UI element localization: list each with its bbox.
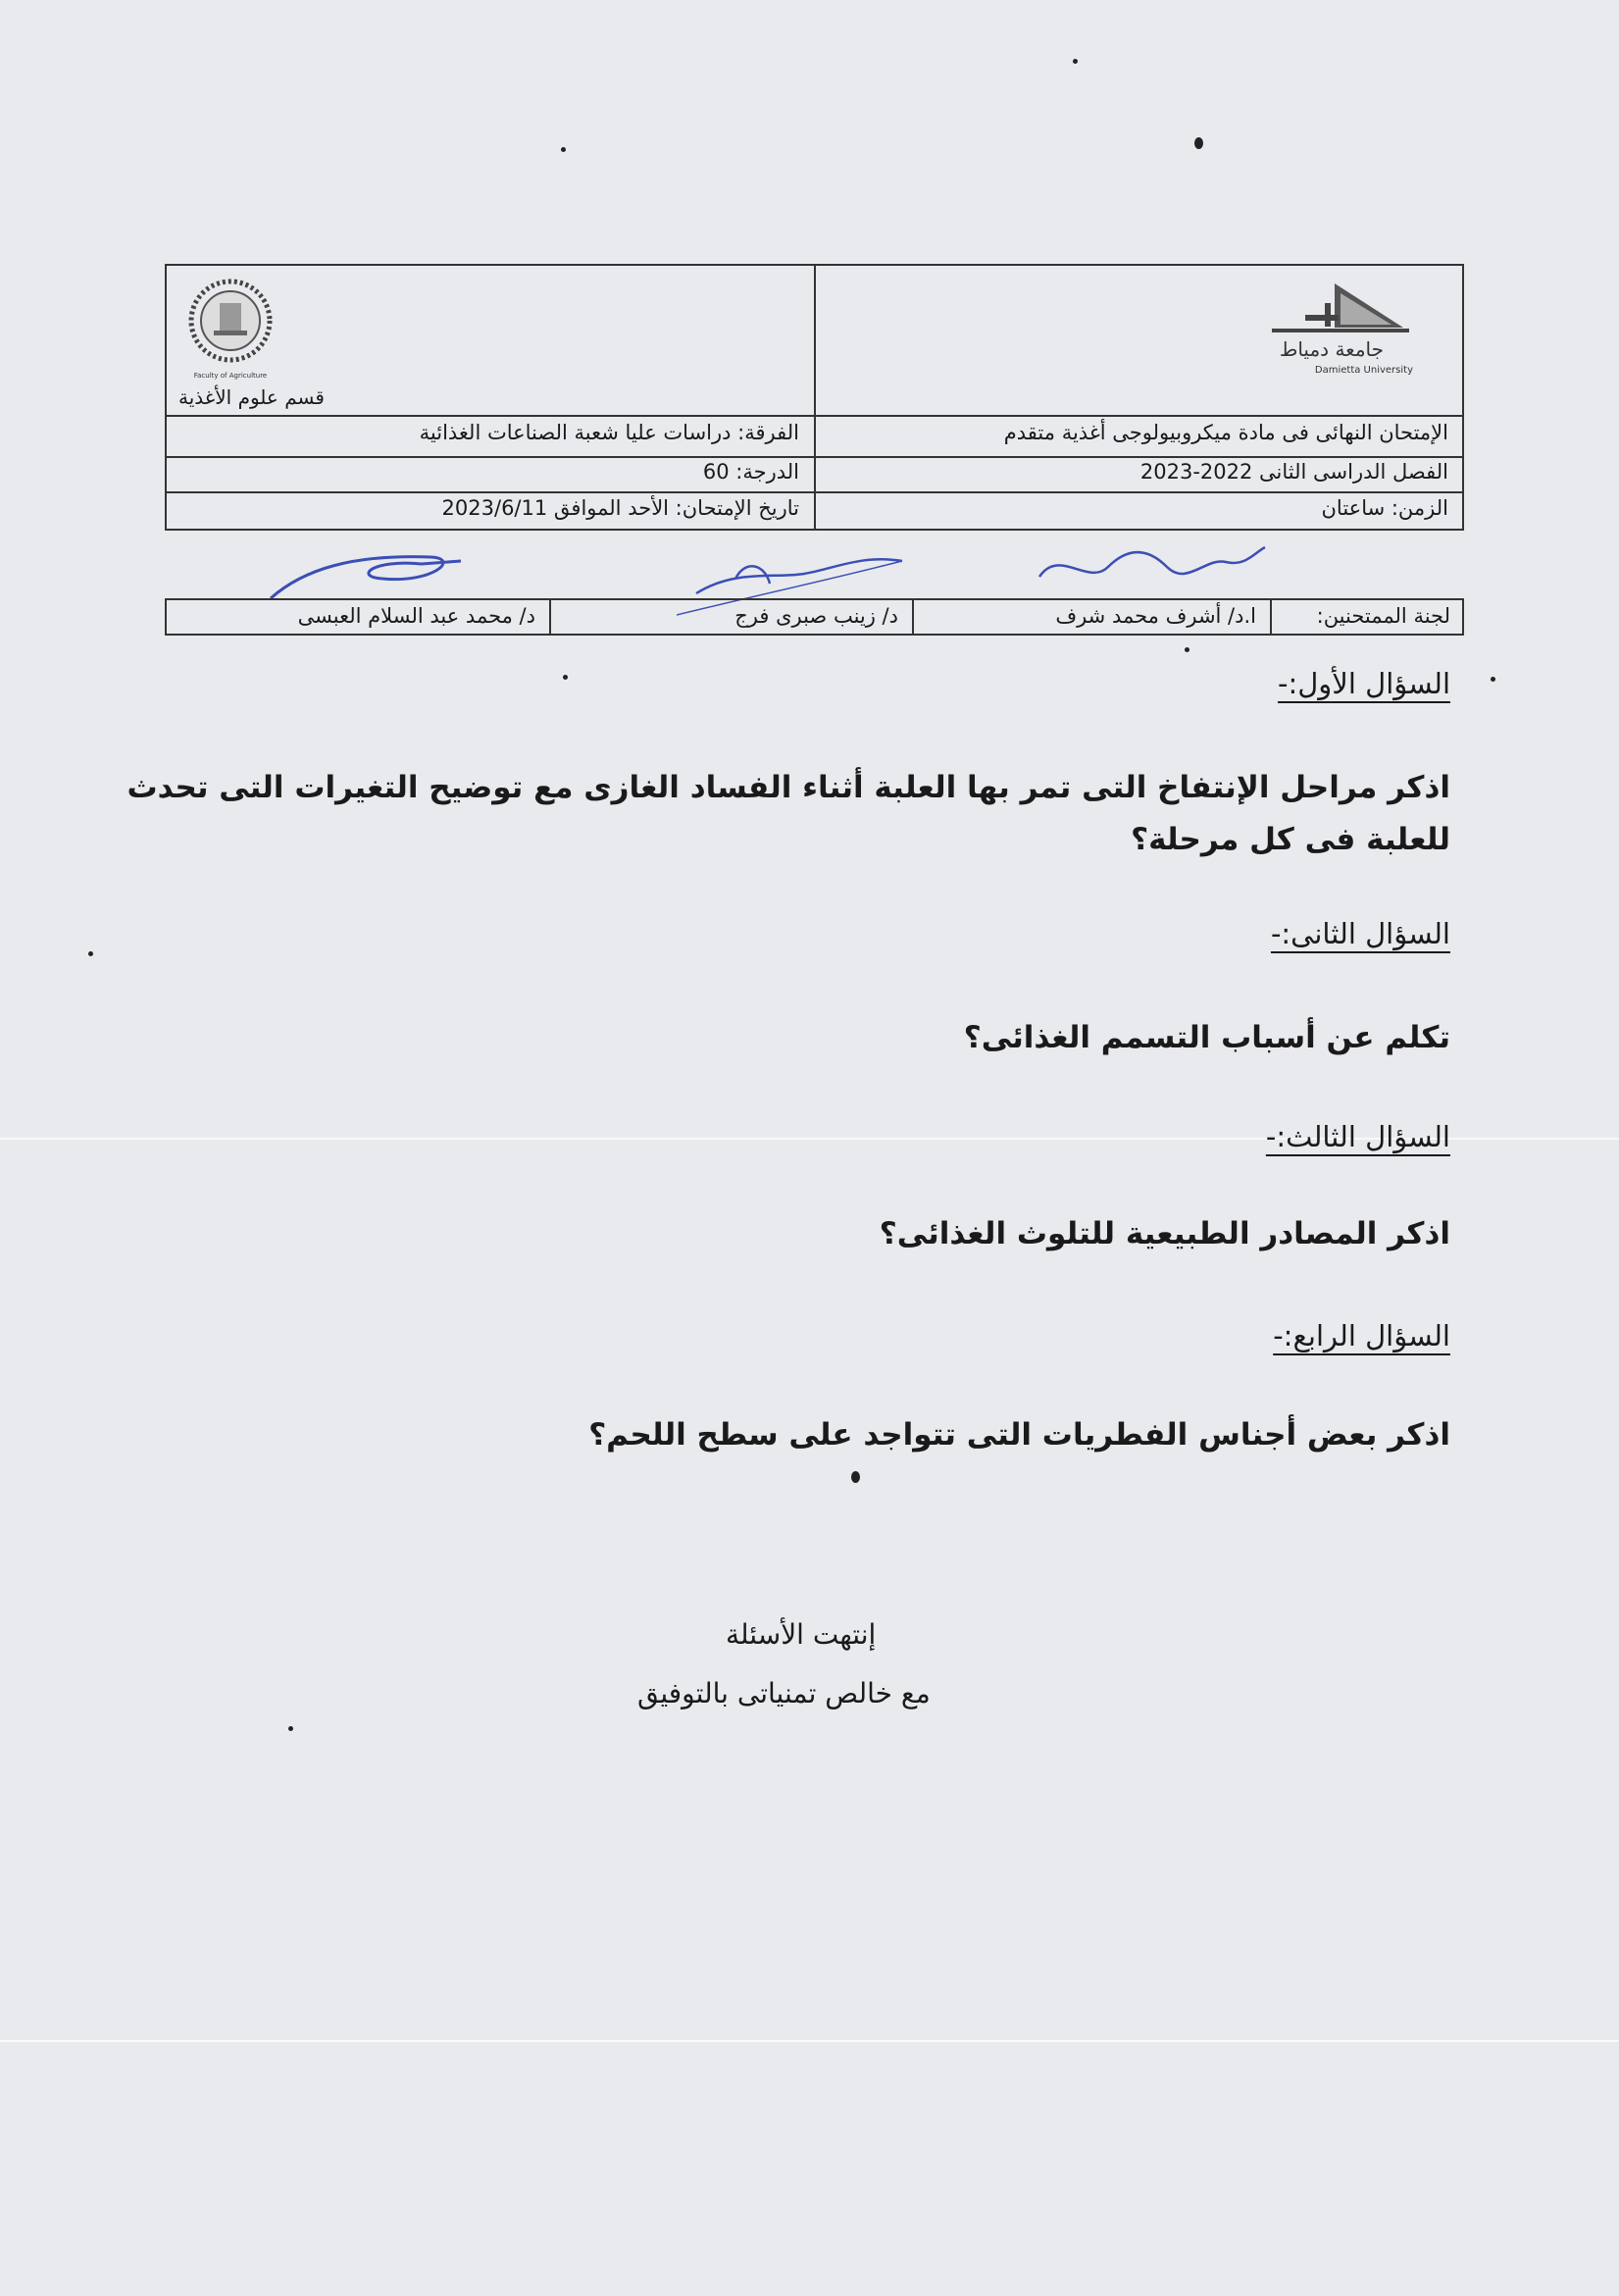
question-title: السؤال الأول:- (1278, 667, 1450, 700)
table-divider (167, 415, 1462, 417)
level-field: الفرقة: دراسات عليا شعبة الصناعات الغذائية (419, 421, 799, 444)
ink-speck (561, 147, 566, 152)
exam-date-field: تاريخ الإمتحان: الأحد الموافق 2023/6/11 (441, 496, 799, 520)
ink-speck (288, 1726, 293, 1731)
ink-speck (1194, 137, 1203, 149)
question-title: السؤال الثانى:- (1270, 917, 1450, 950)
faculty-seal-logo (177, 274, 284, 382)
table-divider (167, 491, 1462, 493)
marks-field: الدرجة: 60 (702, 460, 799, 484)
table-divider (912, 600, 914, 634)
university-logo-text: جامعة دمياط (1279, 337, 1384, 361)
table-divider (167, 456, 1462, 458)
semester-field: الفصل الدراسى الثانى 2022-2023 (1139, 460, 1448, 484)
ink-speck (88, 951, 93, 956)
examiners-committee-row (165, 598, 1464, 636)
ink-speck (1073, 59, 1078, 64)
question-title: السؤال الرابع:- (1273, 1319, 1450, 1352)
signature (1020, 537, 1275, 600)
examiner-name: د/ زينب صبرى فرج (734, 604, 898, 628)
question-title: السؤال الثالث:- (1265, 1120, 1450, 1153)
exam-title: الإمتحان النهائى فى مادة ميكروبيولوجى أغذية متقدم (1003, 421, 1448, 444)
question-text: اذكر بعض أجناس الفطريات التى تتواجد على سطح اللحم؟ (588, 1417, 1450, 1453)
examiner-name: د/ محمد عبد السلام العبسى (297, 604, 535, 628)
examiner-name: ا.د/ أشرف محمد شرف (1055, 604, 1256, 628)
duration-field: الزمن: ساعتان (1321, 496, 1448, 520)
question-text: للعلبة فى كل مرحلة؟ (1131, 822, 1450, 857)
university-logo (1266, 274, 1423, 376)
closing-line: إنتهت الأسئلة (726, 1618, 877, 1651)
committee-label: لجنة الممتحنين: (1316, 604, 1450, 628)
paper-fold (0, 2040, 1619, 2042)
question-text: تكلم عن أسباب التسمم الغذائى؟ (963, 1020, 1450, 1055)
table-divider (1270, 600, 1272, 634)
faculty-logo-text: Faculty of Agriculture (193, 372, 268, 380)
ink-speck (1491, 677, 1495, 682)
question-text: اذكر المصادر الطبيعية للتلوث الغذائى؟ (879, 1216, 1450, 1251)
university-logo-text-en: Damietta University (1314, 365, 1413, 376)
closing-line: مع خالص تمنياتى بالتوفيق (637, 1677, 931, 1709)
ink-speck (851, 1471, 860, 1483)
table-divider (814, 266, 816, 529)
table-divider (549, 600, 551, 634)
question-text: اذكر مراحل الإنتفاخ التى تمر بها العلبة أثناء الفساد الغازى مع توضيح التغيرات التى تحدث (126, 770, 1450, 805)
department-label: قسم علوم الأغذية (178, 385, 325, 409)
ink-speck (563, 675, 568, 680)
exam-header-table (165, 264, 1464, 531)
ink-speck (1185, 647, 1189, 652)
